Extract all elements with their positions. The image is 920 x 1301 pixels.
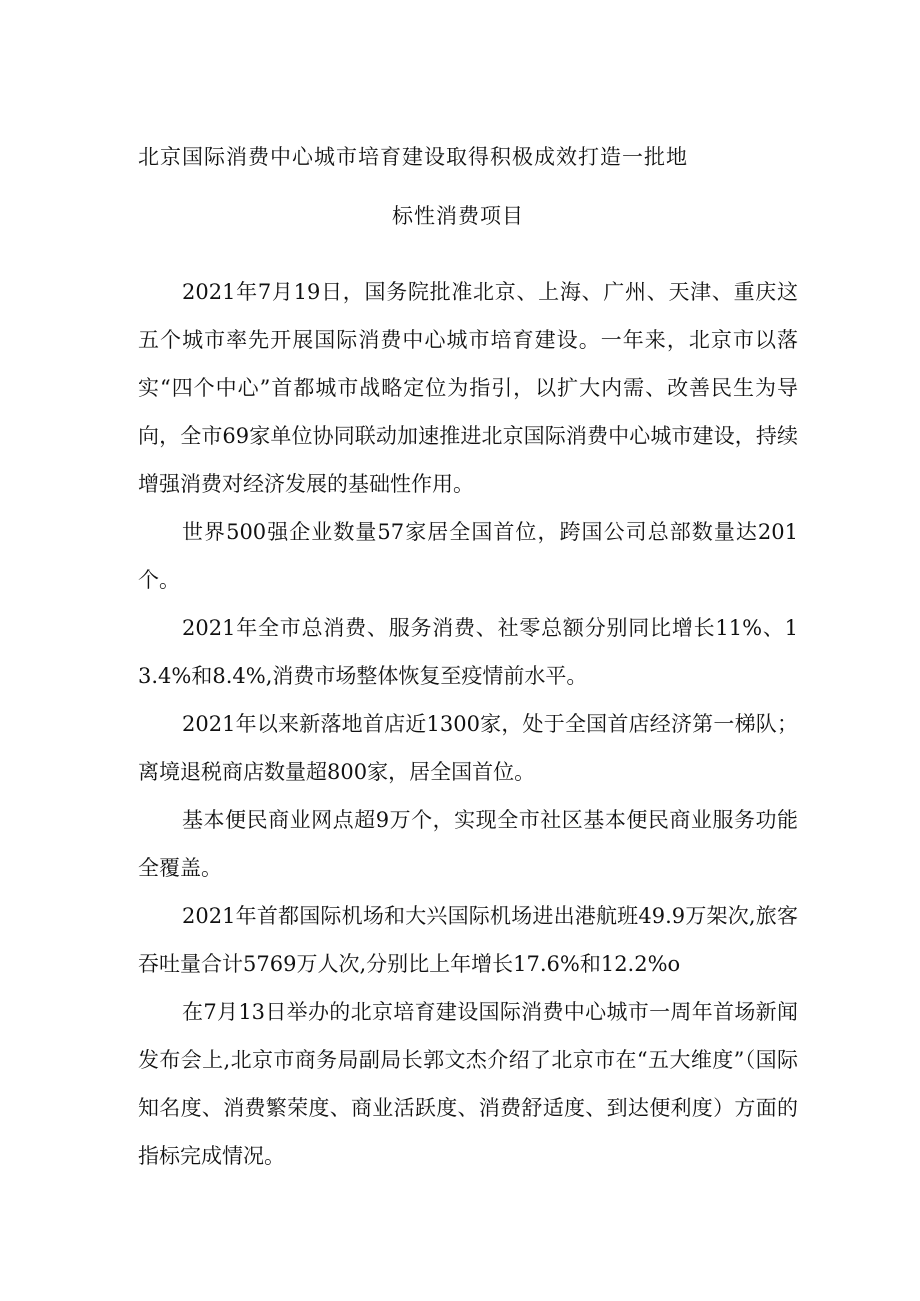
paragraph-convenience-commerce: 基本便民商业网点超9万个，实现全市社区基本便民商业服务功能全覆盖。 bbox=[138, 808, 798, 880]
paragraph-airports: 2021年首都国际机场和大兴国际机场进出港航班49.9万架次,旅客吞吐量合计5769万人次,分别比上年增长17.6%和12.2%o bbox=[138, 904, 798, 976]
document-title-line-1: 北京国际消费中心城市培育建设取得积极成效打造一批地 bbox=[138, 145, 688, 169]
document-title-line-2: 标性消费项目 bbox=[392, 204, 524, 228]
paragraph-consumption-growth: 2021年全市总消费、服务消费、社零总额分别同比增长11%、13.4%和8.4%,消费市场整体恢复至疫情前水平。 bbox=[138, 616, 798, 688]
paragraph-intro: 2021年7月19日，国务院批准北京、上海、广州、天津、重庆这五个城市率先开展国际消费中心城市培育建设。一年来，北京市以落实“四个中心”首都城市战略定位为指引，以扩大内需、改善民生为导向，全市69家单位协同联动加速推进北京国际消费中心城市建设，持续增强消费对经济发展的基础性作用。 bbox=[138, 280, 798, 496]
paragraph-first-stores: 2021年以来新落地首店近1300家，处于全国首店经济第一梯队；离境退税商店数量超800家，居全国首位。 bbox=[138, 712, 798, 784]
document-body bbox=[138, 268, 798, 1180]
paragraph-fortune500: 世界500强企业数量57家居全国首位，跨国公司总部数量达201个。 bbox=[138, 520, 798, 592]
paragraph-press-conference: 在7月13日举办的北京培育建设国际消费中心城市一周年首场新闻发布会上,北京市商务局副局长郭文杰介绍了北京市在“五大维度”（国际知名度、消费繁荣度、商业活跃度、消费舒适度、到达便利度）方面的指标完成情况。 bbox=[138, 1000, 798, 1168]
